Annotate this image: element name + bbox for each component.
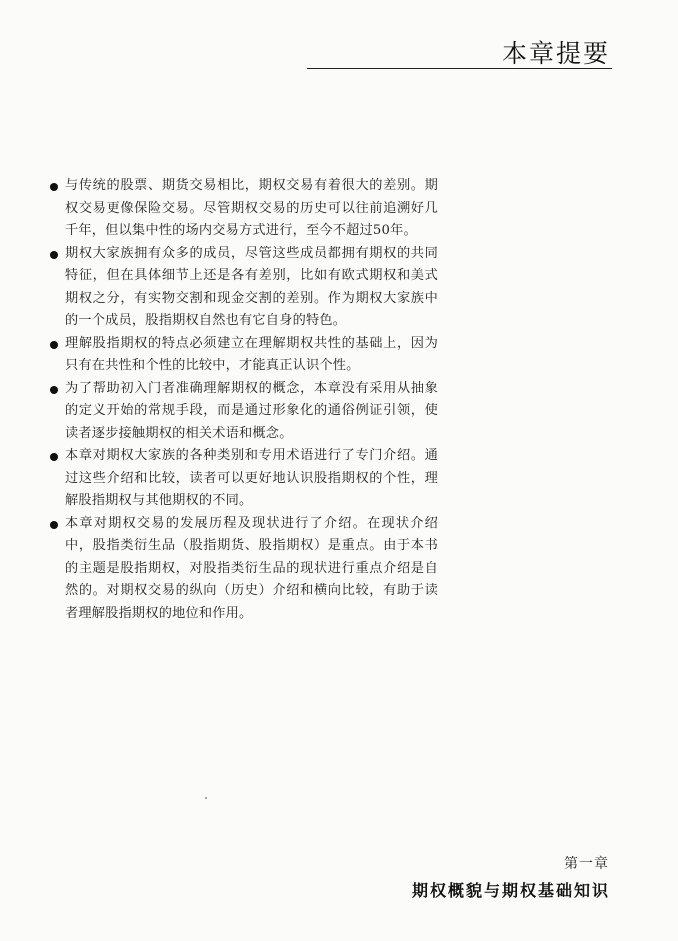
summary-item-text: 期权大家族拥有众多的成员，尽管这些成员都拥有期权的共同特征，但在具体细节上还是各有差别，比如有欧式期权和美式期权之分，有实物交割和现金交割的差别。作为期权大家族中的一个成员，股指期权自然也有它自身的特色。 (65, 245, 438, 328)
summary-item-text: 本章对期权大家族的各种类别和专用术语进行了专门介绍。通过这些介绍和比较，读者可以更好地认识股指期权的个性，理解股指期权与其他期权的不同。 (65, 448, 438, 508)
summary-item-text: 与传统的股票、期货交易相比，期权交易有着很大的差别。期权交易更像保险交易。尽管期权交易的历史可以往前追溯好几千年，但以集中性的场内交易方式进行，至今不超过50年。 (65, 178, 438, 238)
summary-item (50, 243, 438, 333)
summary-item-text: 为了帮助初入门者准确理解期权的概念，本章没有采用从抽象的定义开始的常规手段，而是通过形象化的通俗例证引领，使读者逐步接触期权的相关术语和概念。 (65, 380, 438, 441)
summary-item-text: 本章对期权交易的发展历程及现状进行了介绍。在现状介绍中，股指类衍生品（股指期货、股指期权）是重点。由于本书的主题是股指期权，对股指类衍生品的现状进行重点介绍是自然的。对期权交易的纵向（历史）介绍和横向比较，有助于读者理解股指期权的地位和作用。 (65, 515, 438, 621)
summary-item (50, 513, 438, 626)
summary-item-text: 理解股指期权的特点必须建立在理解期权共性的基础上，因为只有在共性和个性的比较中，才能真正认识个性。 (65, 335, 438, 373)
section-title: 本章提要 (501, 39, 610, 68)
bullet-icon (50, 251, 58, 259)
chapter-title: 期权概貌与期权基础知识 (411, 881, 610, 900)
bullet-icon (50, 521, 58, 529)
chapter-number: 第一章 (564, 856, 609, 872)
summary-item (50, 175, 438, 243)
bullet-icon (50, 453, 58, 461)
bullet-icon (50, 386, 58, 394)
section-title-rule (307, 68, 612, 69)
chapter-summary-list (50, 175, 438, 625)
summary-item (50, 445, 438, 513)
bullet-icon (50, 341, 58, 349)
scan-speck (205, 797, 207, 799)
bullet-icon (50, 183, 58, 191)
summary-item (50, 378, 438, 446)
summary-item (50, 333, 438, 378)
